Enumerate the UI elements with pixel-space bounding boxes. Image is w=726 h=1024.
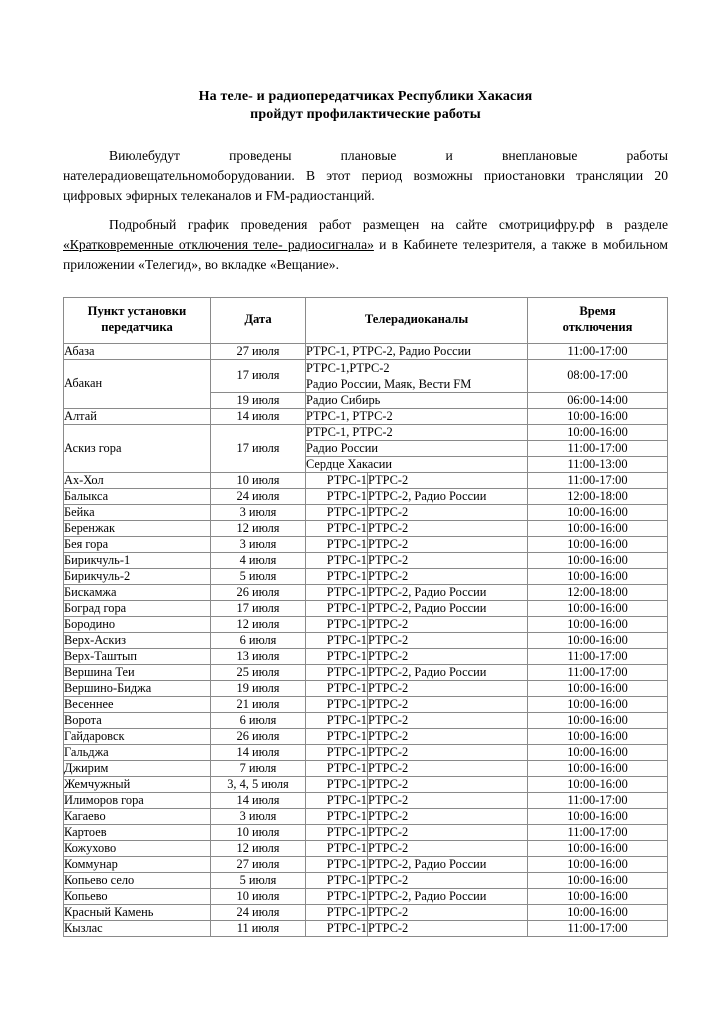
table-row	[64, 504, 668, 520]
table-row	[64, 408, 668, 424]
cell-channel-primary: РТРС-1	[306, 824, 368, 840]
column-header-time	[528, 298, 668, 344]
cell-date: 27 июля	[211, 856, 306, 872]
cell-channel-secondary: РТРС-2	[368, 872, 528, 888]
cell-date: 12 июля	[211, 840, 306, 856]
cell-time: 11:00-17:00	[528, 440, 668, 456]
schedule-table-wrapper	[0, 297, 726, 937]
cell-channel-primary: РТРС-1	[306, 872, 368, 888]
cell-channel-primary: РТРС-1	[306, 776, 368, 792]
cell-time: 10:00-16:00	[528, 728, 668, 744]
table-row	[64, 584, 668, 600]
cell-time: 10:00-16:00	[528, 680, 668, 696]
cell-channel-primary: РТРС-1	[306, 504, 368, 520]
cell-channel-secondary: РТРС-2, Радио России	[368, 488, 528, 504]
cell-date: 27 июля	[211, 343, 306, 359]
cell-channel-primary: РТРС-1	[306, 856, 368, 872]
cell-date: 12 июля	[211, 616, 306, 632]
cell-time: 10:00-16:00	[528, 504, 668, 520]
cell-channel-primary: РТРС-1	[306, 536, 368, 552]
cell-date: 17 июля	[211, 359, 306, 392]
cell-channel-secondary: РТРС-2	[368, 808, 528, 824]
cell-channel-secondary: РТРС-2	[368, 824, 528, 840]
cell-channel-secondary: РТРС-2	[368, 760, 528, 776]
cell-date: 11 июля	[211, 920, 306, 936]
cell-channel-primary: РТРС-1	[306, 712, 368, 728]
cell-time: 10:00-16:00	[528, 712, 668, 728]
cell-time: 10:00-16:00	[528, 776, 668, 792]
cell-point: Бирикчуль-2	[64, 568, 211, 584]
cell-date: 25 июля	[211, 664, 306, 680]
table-row	[64, 343, 668, 359]
table-row	[64, 536, 668, 552]
cell-channels	[306, 359, 528, 392]
cell-channel-primary: РТРС-1	[306, 488, 368, 504]
cell-point: Гальджа	[64, 744, 211, 760]
table-row	[64, 760, 668, 776]
cell-time: 10:00-16:00	[528, 632, 668, 648]
cell-channel-secondary: РТРС-2	[368, 792, 528, 808]
cell-point: Весеннее	[64, 696, 211, 712]
cell-point: Жемчужный	[64, 776, 211, 792]
column-header-point-line1: Пункт установки	[87, 304, 187, 318]
cell-date: 5 июля	[211, 872, 306, 888]
table-row	[64, 568, 668, 584]
cell-point: Верх-Таштып	[64, 648, 211, 664]
column-header-time-line2: отключения	[562, 319, 633, 334]
cell-time: 11:00-17:00	[528, 792, 668, 808]
table-row	[64, 808, 668, 824]
schedule-section-link[interactable]: «Кратковременные отключения теле- радиосигнала»	[63, 237, 374, 253]
table-row	[64, 824, 668, 840]
cell-point: Джирим	[64, 760, 211, 776]
table-row	[64, 888, 668, 904]
column-header-point	[64, 298, 211, 344]
cell-date: 19 июля	[211, 680, 306, 696]
cell-channel-primary: РТРС-1	[306, 648, 368, 664]
cell-date: 7 июля	[211, 760, 306, 776]
cell-time: 10:00-16:00	[528, 600, 668, 616]
table-row	[64, 664, 668, 680]
cell-channel-secondary: РТРС-2	[368, 712, 528, 728]
cell-time: 12:00-18:00	[528, 488, 668, 504]
cell-date: 3 июля	[211, 504, 306, 520]
cell-point: Копьево село	[64, 872, 211, 888]
cell-time: 10:00-16:00	[528, 760, 668, 776]
cell-channel-secondary: РТРС-2, Радио России	[368, 600, 528, 616]
cell-time: 10:00-16:00	[528, 616, 668, 632]
cell-point: Вершина Теи	[64, 664, 211, 680]
cell-channels: Сердце Хакасии	[306, 456, 528, 472]
cell-channels: Радио России	[306, 440, 528, 456]
cell-channel-secondary: РТРС-2	[368, 648, 528, 664]
table-row	[64, 552, 668, 568]
cell-date: 14 июля	[211, 408, 306, 424]
cell-channel-secondary: РТРС-2	[368, 920, 528, 936]
cell-point: Илиморов гора	[64, 792, 211, 808]
cell-time: 10:00-16:00	[528, 424, 668, 440]
cell-channel-primary: РТРС-1	[306, 680, 368, 696]
cell-channel-secondary: РТРС-2	[368, 904, 528, 920]
cell-channel-primary: РТРС-1	[306, 920, 368, 936]
cell-date: 3 июля	[211, 536, 306, 552]
cell-channel-primary: РТРС-1	[306, 840, 368, 856]
column-header-channels: Телерадиоканалы	[306, 298, 528, 344]
table-header	[64, 298, 668, 344]
cell-date: 26 июля	[211, 584, 306, 600]
column-header-point-line2: передатчика	[101, 319, 173, 334]
cell-time: 11:00-17:00	[528, 648, 668, 664]
cell-channel-secondary: РТРС-2	[368, 744, 528, 760]
table-row	[64, 792, 668, 808]
cell-channel-secondary: РТРС-2	[368, 696, 528, 712]
cell-date: 6 июля	[211, 712, 306, 728]
table-row	[64, 632, 668, 648]
cell-channels-line: Радио России, Маяк, Вести FM	[306, 376, 472, 391]
cell-point: Кожухово	[64, 840, 211, 856]
cell-channel-secondary: РТРС-2	[368, 632, 528, 648]
cell-time: 12:00-18:00	[528, 584, 668, 600]
cell-time: 11:00-17:00	[528, 472, 668, 488]
cell-channel-secondary: РТРС-2	[368, 520, 528, 536]
intro-paragraph-text: Виюлебудут проведены плановые и внеплановые работы нателерадиовещательномоборудовании. В этот период возможны приостановки трансляции 20 цифровых эфирных телеканалов и FM-радиостанций.	[63, 147, 668, 203]
cell-date: 10 июля	[211, 888, 306, 904]
cell-channels: РТРС-1, РТРС-2	[306, 408, 528, 424]
cell-point: Боград гора	[64, 600, 211, 616]
cell-channel-secondary: РТРС-2	[368, 680, 528, 696]
cell-channel-secondary: РТРС-2, Радио России	[368, 584, 528, 600]
column-header-date: Дата	[211, 298, 306, 344]
cell-channel-primary: РТРС-1	[306, 520, 368, 536]
cell-channel-secondary: РТРС-2	[368, 616, 528, 632]
table-row	[64, 904, 668, 920]
schedule-info-text-before: Подробный график проведения работ размещен на сайте смотрицифру.рф в разделе	[109, 217, 668, 233]
cell-channel-primary: РТРС-1	[306, 744, 368, 760]
cell-point: Бейка	[64, 504, 211, 520]
cell-time: 10:00-16:00	[528, 536, 668, 552]
cell-point: Копьево	[64, 888, 211, 904]
cell-point: Коммунар	[64, 856, 211, 872]
cell-channel-secondary: РТРС-2	[368, 504, 528, 520]
table-row	[64, 680, 668, 696]
cell-date: 19 июля	[211, 392, 306, 408]
table-header-row	[64, 298, 668, 344]
cell-channel-primary: РТРС-1	[306, 664, 368, 680]
cell-channels: РТРС-1, РТРС-2, Радио России	[306, 343, 528, 359]
cell-date: 14 июля	[211, 744, 306, 760]
cell-channel-primary: РТРС-1	[306, 728, 368, 744]
table-row	[64, 920, 668, 936]
cell-channel-secondary: РТРС-2	[368, 776, 528, 792]
cell-channel-secondary: РТРС-2	[368, 840, 528, 856]
cell-time: 10:00-16:00	[528, 856, 668, 872]
cell-point: Абакан	[64, 359, 211, 408]
cell-channel-primary: РТРС-1	[306, 696, 368, 712]
table-row	[64, 359, 668, 392]
cell-date: 5 июля	[211, 568, 306, 584]
cell-channel-primary: РТРС-1	[306, 600, 368, 616]
cell-date: 26 июля	[211, 728, 306, 744]
table-row	[64, 856, 668, 872]
cell-point: Картоев	[64, 824, 211, 840]
cell-channel-secondary: РТРС-2	[368, 552, 528, 568]
cell-point: Красный Камень	[64, 904, 211, 920]
cell-point: Бискамжа	[64, 584, 211, 600]
cell-point: Беренжак	[64, 520, 211, 536]
cell-date: 12 июля	[211, 520, 306, 536]
cell-channel-primary: РТРС-1	[306, 904, 368, 920]
cell-channel-primary: РТРС-1	[306, 792, 368, 808]
table-row	[64, 488, 668, 504]
cell-channels-line: РТРС-1,РТРС-2	[306, 360, 390, 375]
cell-channel-secondary: РТРС-2, Радио России	[368, 888, 528, 904]
cell-date: 17 июля	[211, 600, 306, 616]
cell-date: 14 июля	[211, 792, 306, 808]
table-row	[64, 648, 668, 664]
cell-channel-secondary: РТРС-2	[368, 472, 528, 488]
cell-date: 4 июля	[211, 552, 306, 568]
cell-point: Кагаево	[64, 808, 211, 824]
table-row	[64, 712, 668, 728]
table-row	[64, 840, 668, 856]
table-row	[64, 776, 668, 792]
cell-time: 10:00-16:00	[528, 808, 668, 824]
cell-channel-primary: РТРС-1	[306, 760, 368, 776]
cell-point: Кызлас	[64, 920, 211, 936]
cell-channel-primary: РТРС-1	[306, 568, 368, 584]
cell-time: 11:00-17:00	[528, 343, 668, 359]
cell-date: 10 июля	[211, 824, 306, 840]
cell-channel-secondary: РТРС-2	[368, 568, 528, 584]
cell-date: 17 июля	[211, 424, 306, 472]
schedule-info-text-after: и в Кабинете телезрителя, а также в мобильном приложении «Телегид», во вкладке «Вещание».	[63, 237, 669, 273]
cell-time: 10:00-16:00	[528, 696, 668, 712]
cell-point: Алтай	[64, 408, 211, 424]
table-body	[64, 343, 668, 936]
cell-channel-primary: РТРС-1	[306, 888, 368, 904]
cell-time: 10:00-16:00	[528, 904, 668, 920]
table-row	[64, 424, 668, 440]
cell-channel-secondary: РТРС-2	[368, 536, 528, 552]
cell-point: Ах-Хол	[64, 472, 211, 488]
cell-time: 10:00-16:00	[528, 888, 668, 904]
table-row	[64, 600, 668, 616]
column-header-time-line1: Время	[579, 304, 616, 318]
table-row	[64, 696, 668, 712]
cell-channel-primary: РТРС-1	[306, 584, 368, 600]
cell-date: 24 июля	[211, 488, 306, 504]
cell-time: 08:00-17:00	[528, 359, 668, 392]
cell-date: 3 июля	[211, 808, 306, 824]
cell-point: Балыкса	[64, 488, 211, 504]
table-row	[64, 744, 668, 760]
cell-point: Аскиз гора	[64, 424, 211, 472]
cell-channel-secondary: РТРС-2, Радио России	[368, 664, 528, 680]
cell-point: Бородино	[64, 616, 211, 632]
cell-point: Бея гора	[64, 536, 211, 552]
cell-point: Абаза	[64, 343, 211, 359]
table-row	[64, 616, 668, 632]
schedule-table	[63, 297, 668, 937]
intro-paragraph	[63, 146, 668, 206]
cell-time: 11:00-17:00	[528, 664, 668, 680]
cell-point: Верх-Аскиз	[64, 632, 211, 648]
table-row	[64, 520, 668, 536]
cell-time: 10:00-16:00	[528, 520, 668, 536]
cell-time: 11:00-17:00	[528, 920, 668, 936]
table-row	[64, 472, 668, 488]
cell-time: 10:00-16:00	[528, 872, 668, 888]
document-body	[0, 0, 726, 275]
cell-date: 6 июля	[211, 632, 306, 648]
table-row	[64, 728, 668, 744]
cell-time: 10:00-16:00	[528, 840, 668, 856]
cell-time: 06:00-14:00	[528, 392, 668, 408]
cell-date: 10 июля	[211, 472, 306, 488]
cell-channel-primary: РТРС-1	[306, 632, 368, 648]
cell-channel-secondary: РТРС-2	[368, 728, 528, 744]
cell-time: 10:00-16:00	[528, 552, 668, 568]
cell-channel-primary: РТРС-1	[306, 808, 368, 824]
cell-point: Ворота	[64, 712, 211, 728]
cell-point: Вершино-Биджа	[64, 680, 211, 696]
cell-date: 24 июля	[211, 904, 306, 920]
cell-channel-primary: РТРС-1	[306, 552, 368, 568]
cell-channel-primary: РТРС-1	[306, 616, 368, 632]
title-line-1: На теле- и радиопередатчиках Республики Хакасия	[198, 89, 533, 104]
cell-date: 21 июля	[211, 696, 306, 712]
schedule-info-paragraph	[63, 215, 668, 275]
cell-time: 10:00-16:00	[528, 408, 668, 424]
cell-channel-secondary: РТРС-2, Радио России	[368, 856, 528, 872]
cell-channels: РТРС-1, РТРС-2	[306, 424, 528, 440]
cell-channels: Радио Сибирь	[306, 392, 528, 408]
cell-date: 13 июля	[211, 648, 306, 664]
cell-time: 11:00-17:00	[528, 824, 668, 840]
cell-channel-primary: РТРС-1	[306, 472, 368, 488]
cell-point: Бирикчуль-1	[64, 552, 211, 568]
cell-time: 11:00-13:00	[528, 456, 668, 472]
table-row	[64, 872, 668, 888]
cell-time: 10:00-16:00	[528, 568, 668, 584]
page-title	[63, 88, 668, 125]
cell-date: 3, 4, 5 июля	[211, 776, 306, 792]
cell-point: Гайдаровск	[64, 728, 211, 744]
cell-time: 10:00-16:00	[528, 744, 668, 760]
title-line-2: пройдут профилактические работы	[250, 107, 481, 123]
